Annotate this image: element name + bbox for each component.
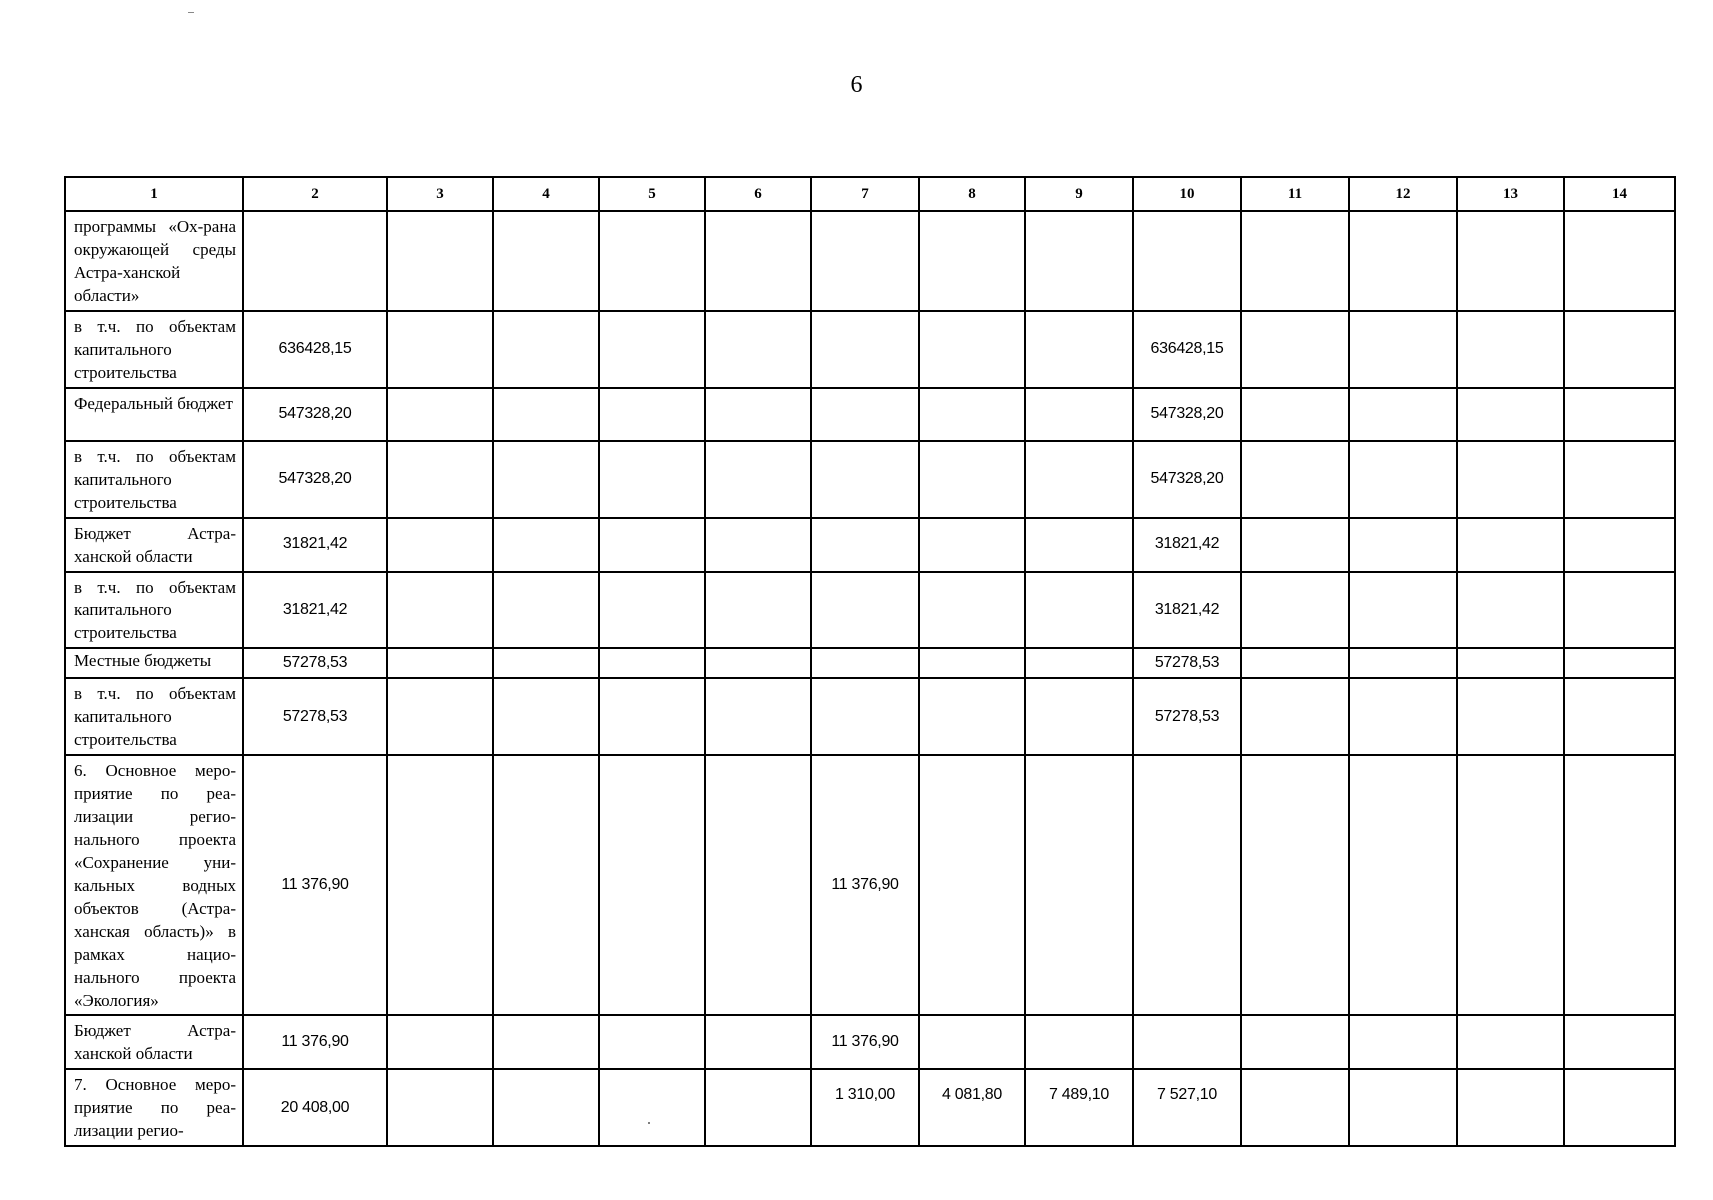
cell-col8 <box>919 311 1025 388</box>
cell-empty <box>1564 1069 1675 1146</box>
cell-empty <box>1349 572 1457 649</box>
col-header: 5 <box>599 177 705 211</box>
col-header: 13 <box>1457 177 1564 211</box>
cell-col9 <box>1025 648 1133 678</box>
cell-empty <box>1349 441 1457 518</box>
cell-empty <box>705 572 811 649</box>
cell-empty <box>705 648 811 678</box>
cell-col2: 547328,20 <box>243 441 387 518</box>
cell-col10 <box>1133 755 1241 1015</box>
table-row <box>65 311 1675 388</box>
cell-empty <box>387 572 493 649</box>
cell-empty <box>493 518 599 572</box>
cell-empty <box>493 648 599 678</box>
col-header: 9 <box>1025 177 1133 211</box>
cell-empty <box>1241 1015 1349 1069</box>
cell-empty <box>1349 518 1457 572</box>
cell-empty <box>1241 1069 1349 1146</box>
cell-empty <box>1564 211 1675 311</box>
budget-table <box>64 176 1676 1147</box>
cell-col2: 57278,53 <box>243 678 387 755</box>
col-header: 4 <box>493 177 599 211</box>
cell-col9: 7 489,10 <box>1025 1069 1133 1146</box>
table-row <box>65 1015 1675 1069</box>
table-row <box>65 211 1675 311</box>
cell-col7 <box>811 648 919 678</box>
cell-empty <box>493 211 599 311</box>
cell-col8 <box>919 388 1025 441</box>
cell-col8 <box>919 441 1025 518</box>
col-header: 14 <box>1564 177 1675 211</box>
cell-empty <box>493 441 599 518</box>
cell-col9 <box>1025 572 1133 649</box>
cell-empty <box>1241 211 1349 311</box>
cell-col10: 31821,42 <box>1133 518 1241 572</box>
cell-empty <box>1457 648 1564 678</box>
cell-col10: 636428,15 <box>1133 311 1241 388</box>
cell-col7 <box>811 211 919 311</box>
table-row <box>65 678 1675 755</box>
row-label: 7. Основное меро-приятие по реа-лизации регио- <box>65 1069 243 1146</box>
cell-empty <box>1241 678 1349 755</box>
cell-empty <box>493 572 599 649</box>
col-header: 1 <box>65 177 243 211</box>
cell-empty <box>387 311 493 388</box>
cell-col8 <box>919 648 1025 678</box>
cell-empty <box>1457 678 1564 755</box>
row-label: Бюджет Астра-ханской области <box>65 518 243 572</box>
row-label: Федеральный бюджет <box>65 388 243 441</box>
cell-col9 <box>1025 388 1133 441</box>
cell-empty <box>1349 211 1457 311</box>
col-header: 11 <box>1241 177 1349 211</box>
cell-col9 <box>1025 441 1133 518</box>
row-label: в т.ч. по объектам капитального строительства <box>65 572 243 649</box>
cell-empty <box>1564 648 1675 678</box>
col-header: 8 <box>919 177 1025 211</box>
cell-col9 <box>1025 518 1133 572</box>
cell-empty <box>1241 755 1349 1015</box>
header-row <box>65 177 1675 211</box>
cell-col7 <box>811 678 919 755</box>
cell-empty <box>705 311 811 388</box>
cell-empty <box>387 211 493 311</box>
cell-col7: 11 376,90 <box>811 1015 919 1069</box>
cell-empty <box>705 678 811 755</box>
cell-col9 <box>1025 1015 1133 1069</box>
cell-empty <box>599 678 705 755</box>
row-label: 6. Основное меро-приятие по реа-лизации регио-нального проекта «Сохранение уни-кальных водных объектов (Астра-ханская область)» в рамках нацио-нального проекта «Экология» <box>65 755 243 1015</box>
cell-col8 <box>919 1015 1025 1069</box>
table-row <box>65 572 1675 649</box>
cell-col7 <box>811 441 919 518</box>
scan-dot <box>648 1122 650 1124</box>
cell-col7: 1 310,00 <box>811 1069 919 1146</box>
row-label: Бюджет Астра-ханской области <box>65 1015 243 1069</box>
cell-empty <box>387 648 493 678</box>
cell-empty <box>387 441 493 518</box>
cell-empty <box>705 1069 811 1146</box>
cell-empty <box>1241 388 1349 441</box>
cell-empty <box>493 755 599 1015</box>
cell-empty <box>599 572 705 649</box>
table-row <box>65 518 1675 572</box>
cell-empty <box>599 1015 705 1069</box>
cell-empty <box>1241 572 1349 649</box>
row-label: в т.ч. по объектам капитального строительства <box>65 441 243 518</box>
row-label: в т.ч. по объектам капитального строительства <box>65 678 243 755</box>
cell-empty <box>387 1069 493 1146</box>
table-row <box>65 648 1675 678</box>
cell-empty <box>387 678 493 755</box>
cell-empty <box>1349 648 1457 678</box>
cell-empty <box>705 755 811 1015</box>
cell-empty <box>1457 755 1564 1015</box>
cell-col10: 547328,20 <box>1133 388 1241 441</box>
cell-empty <box>387 755 493 1015</box>
cell-empty <box>1349 678 1457 755</box>
cell-empty <box>493 678 599 755</box>
cell-empty <box>387 388 493 441</box>
cell-col2: 31821,42 <box>243 518 387 572</box>
page-number: 6 <box>850 72 863 98</box>
cell-col2: 31821,42 <box>243 572 387 649</box>
cell-col10: 31821,42 <box>1133 572 1241 649</box>
cell-empty <box>1457 388 1564 441</box>
cell-empty <box>493 1015 599 1069</box>
cell-col7 <box>811 572 919 649</box>
cell-col10 <box>1133 211 1241 311</box>
cell-empty <box>1349 1015 1457 1069</box>
cell-col8 <box>919 211 1025 311</box>
cell-empty <box>1564 678 1675 755</box>
cell-empty <box>705 441 811 518</box>
cell-empty <box>1349 311 1457 388</box>
row-label: Местные бюджеты <box>65 648 243 678</box>
cell-empty <box>1564 311 1675 388</box>
cell-col2 <box>243 211 387 311</box>
cell-col7 <box>811 518 919 572</box>
cell-empty <box>1457 1015 1564 1069</box>
cell-col7 <box>811 311 919 388</box>
col-header: 7 <box>811 177 919 211</box>
cell-empty <box>1564 441 1675 518</box>
cell-col2: 11 376,90 <box>243 755 387 1015</box>
cell-empty <box>1457 441 1564 518</box>
scan-mark <box>188 12 194 13</box>
cell-col10: 57278,53 <box>1133 648 1241 678</box>
cell-col7: 11 376,90 <box>811 755 919 1015</box>
cell-col9 <box>1025 211 1133 311</box>
cell-empty <box>1241 518 1349 572</box>
cell-empty <box>599 211 705 311</box>
cell-col2: 547328,20 <box>243 388 387 441</box>
row-label: программы «Ох-рана окружающей среды Астра-ханской области» <box>65 211 243 311</box>
cell-empty <box>1457 1069 1564 1146</box>
cell-empty <box>387 1015 493 1069</box>
cell-col8 <box>919 678 1025 755</box>
cell-col10: 57278,53 <box>1133 678 1241 755</box>
cell-col7 <box>811 388 919 441</box>
cell-col2: 636428,15 <box>243 311 387 388</box>
cell-empty <box>599 388 705 441</box>
cell-col2: 20 408,00 <box>243 1069 387 1146</box>
cell-col9 <box>1025 678 1133 755</box>
col-header: 6 <box>705 177 811 211</box>
cell-empty <box>1564 1015 1675 1069</box>
table-row <box>65 1069 1675 1146</box>
cell-empty <box>1241 441 1349 518</box>
cell-col10: 547328,20 <box>1133 441 1241 518</box>
col-header: 2 <box>243 177 387 211</box>
cell-col8 <box>919 755 1025 1015</box>
table-row <box>65 441 1675 518</box>
col-header: 10 <box>1133 177 1241 211</box>
cell-col8 <box>919 572 1025 649</box>
cell-empty <box>599 1069 705 1146</box>
cell-empty <box>1241 648 1349 678</box>
cell-empty <box>599 441 705 518</box>
cell-col8: 4 081,80 <box>919 1069 1025 1146</box>
cell-col8 <box>919 518 1025 572</box>
cell-empty <box>493 311 599 388</box>
cell-empty <box>705 1015 811 1069</box>
cell-empty <box>1564 755 1675 1015</box>
cell-col10: 7 527,10 <box>1133 1069 1241 1146</box>
cell-empty <box>1349 388 1457 441</box>
cell-col10 <box>1133 1015 1241 1069</box>
cell-col9 <box>1025 755 1133 1015</box>
cell-empty <box>493 1069 599 1146</box>
cell-empty <box>1457 211 1564 311</box>
cell-empty <box>1564 572 1675 649</box>
col-header: 3 <box>387 177 493 211</box>
cell-empty <box>599 755 705 1015</box>
cell-empty <box>705 211 811 311</box>
cell-empty <box>1349 755 1457 1015</box>
cell-empty <box>1241 311 1349 388</box>
cell-empty <box>599 311 705 388</box>
table-row <box>65 755 1675 1015</box>
table-row <box>65 388 1675 441</box>
col-header: 12 <box>1349 177 1457 211</box>
cell-col9 <box>1025 311 1133 388</box>
cell-empty <box>387 518 493 572</box>
row-label: в т.ч. по объектам капитального строительства <box>65 311 243 388</box>
cell-empty <box>1457 518 1564 572</box>
cell-empty <box>599 648 705 678</box>
cell-empty <box>705 518 811 572</box>
cell-empty <box>493 388 599 441</box>
cell-empty <box>1564 388 1675 441</box>
cell-empty <box>1349 1069 1457 1146</box>
cell-empty <box>599 518 705 572</box>
cell-col2: 11 376,90 <box>243 1015 387 1069</box>
cell-empty <box>1457 572 1564 649</box>
cell-col2: 57278,53 <box>243 648 387 678</box>
cell-empty <box>1457 311 1564 388</box>
cell-empty <box>705 388 811 441</box>
cell-empty <box>1564 518 1675 572</box>
